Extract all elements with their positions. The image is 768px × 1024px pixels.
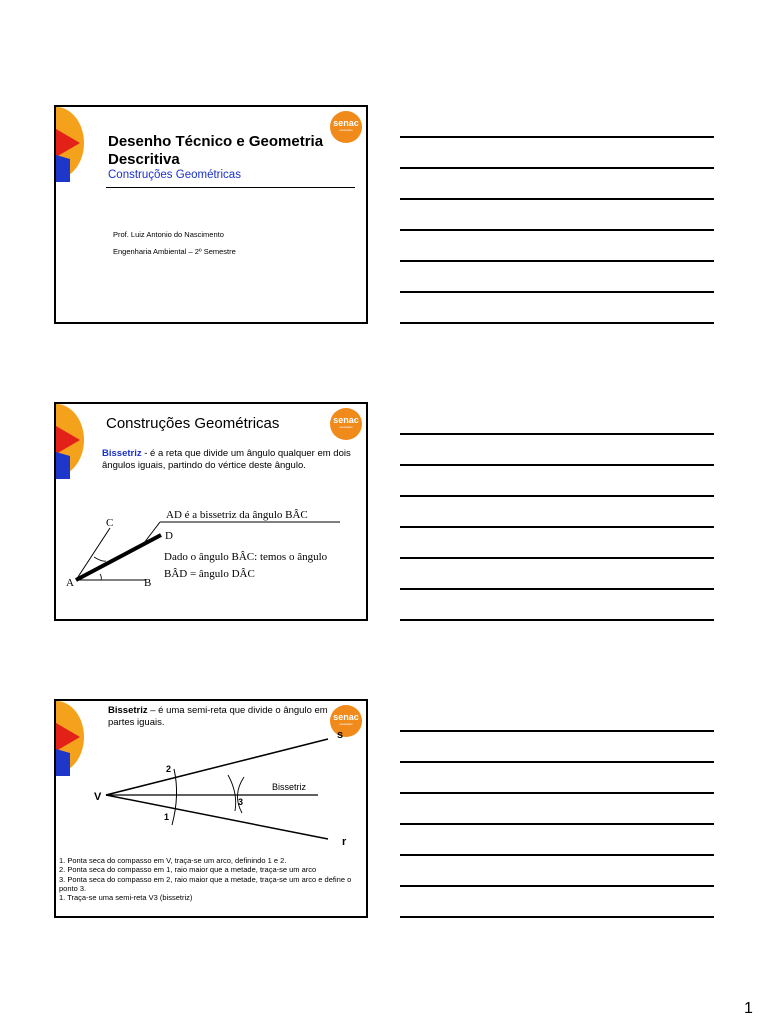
definition: - é a reta que divide um ângulo qualquer em dois ângulos iguais, partindo do vértice deste ângulo. [102,448,351,471]
note-line [400,136,714,138]
point-d-label: D [165,530,173,542]
figure-caption-1: AD é a bissetriz da ângulo BÂC [166,509,308,521]
note-line [400,322,714,324]
term: Bissetriz [102,448,142,459]
note-line [400,229,714,231]
note-line [400,730,714,732]
note-line [400,823,714,825]
figure-caption-2: Dado o ângulo BÂC: temos o ângulo [164,551,328,563]
note-line [400,260,714,262]
bisector-construction-figure [94,727,364,853]
note-line [400,433,714,435]
slide-title: Construções Geométricas [106,415,280,432]
page-number: 1 [744,1000,753,1017]
point-a-label: A [66,577,74,589]
figure-caption-3: BÂD = ângulo DÂC [164,568,255,580]
point-2-label: 2 [166,764,172,774]
decorative-sun-graphic [56,107,86,182]
construction-steps [59,856,368,902]
definition-text [108,705,328,729]
author-name: Prof. Luiz Antonio do Nascimento [113,230,224,239]
title-divider [106,187,355,188]
step-item: 1. Traça-se uma semi-reta V3 (bissetriz) [59,893,193,903]
term: Bissetriz [108,705,148,716]
slide-2 [54,402,368,621]
slide-1 [54,105,368,324]
note-line [400,885,714,887]
note-line [400,854,714,856]
bisector-label: Bissetriz [272,782,307,792]
point-3-label: 3 [238,797,244,807]
note-line [400,464,714,466]
senac-logo: senac educação [330,705,362,737]
decorative-sun-graphic [56,701,86,776]
course-name: Engenharia Ambiental – 2º Semestre [113,247,236,256]
slide-subtitle: Construções Geométricas [108,169,241,181]
note-line [400,167,714,169]
note-line [400,198,714,200]
step-item: 3. Ponta seca do compasso em 2, raio maior que a metade, traça-se um arco e define o ponto 3. [59,874,352,893]
ray-r-label: r [342,836,347,848]
senac-logo: senac educação [330,111,362,143]
note-line [400,526,714,528]
note-line [400,761,714,763]
slide-title: Desenho Técnico e Geometria Descritiva [108,133,324,168]
point-c-label: C [106,517,114,529]
definition-text [102,448,364,472]
senac-logo: senac educação [330,408,362,440]
step-item: 2. Ponta seca do compasso em 1, raio maior que a metade, traça-se um arco [59,865,317,875]
ray-s-label: s [337,729,344,741]
decorative-sun-graphic [56,404,86,479]
angle-bisector-figure [56,502,366,592]
note-line [400,619,714,621]
note-line [400,916,714,918]
slide-3 [54,699,368,918]
note-line [400,495,714,497]
note-line [400,291,714,293]
step-item: 1. Ponta seca do compasso em V, traça-se um arco, definindo 1 e 2. [59,856,287,865]
note-line [400,557,714,559]
point-b-label: B [144,577,152,589]
note-line [400,588,714,590]
vertex-label: V [94,791,102,803]
note-line [400,792,714,794]
point-1-label: 1 [164,812,170,822]
definition: – é uma semi-reta que divide o ângulo em partes iguais. [108,705,328,728]
